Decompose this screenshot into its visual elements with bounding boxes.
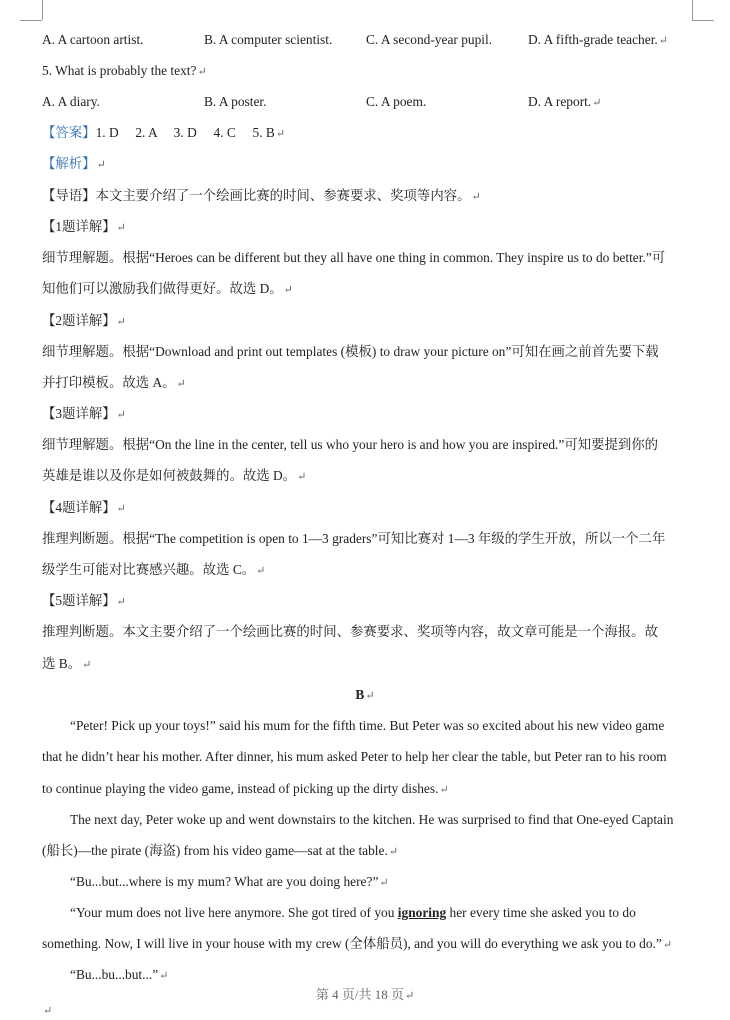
detail-1-line-2: 知他们可以激励我们做得更好。故选 D。↵ [42,281,293,296]
detail-5-title: 【5题详解】↵ [42,593,126,608]
crop-mark-right [692,0,693,20]
option-q4-b: B. A computer scientist. [204,32,333,47]
question-5: 5. What is probably the text?↵ [42,63,207,78]
detail-2-line-2: 并打印模板。故选 A。↵ [42,375,186,390]
detail-1-line-1: 细节理解题。根据“Heroes can be different but they all have one thing in common. They inspire us to do better.”可 [42,250,666,265]
detail-1-title: 【1题详解】↵ [42,219,126,234]
option-q5-a: A. A diary. [42,94,100,109]
passage-line-7: “Your mum does not live here anymore. She got tired of you ignoring her every time she asked you to do [70,905,636,920]
option-q5-d: D. A report.↵ [528,94,602,109]
option-q4-c: C. A second-year pupil. [366,32,493,47]
answer-line: 【答案】1. D 2. A 3. D 4. C 5. B↵ [42,125,286,140]
guide-line: 【导语】本文主要介绍了一个绘画比赛的时间、参赛要求、奖项等内容。↵ [42,188,481,203]
trailing-mark: ↵ [43,1005,53,1017]
detail-4-line-2: 级学生可能对比赛感兴趣。故选 C。↵ [42,562,266,577]
section-title: B↵ [355,687,375,702]
detail-2-title: 【2题详解】↵ [42,313,126,328]
detail-3-line-1: 细节理解题。根据“On the line in the center, tell us who your hero is and how you are inspired.”可知要提到你的 [42,437,659,452]
underlined-word: ignoring [397,905,447,920]
answer-label: 【答案】 [42,125,96,140]
option-q5-b: B. A poster. [204,94,267,109]
detail-3-line-2: 英雄是谁以及你是如何被鼓舞的。故选 D。↵ [42,468,307,483]
crop-mark-right-h [692,20,714,21]
passage-line-8: something. Now, I will live in your house with my crew (全体船员), and you will do everything we ask you to do.”↵ [42,936,673,951]
passage-line-4: The next day, Peter woke up and went downstairs to the kitchen. He was surprised to find that One-eyed Captain [70,812,674,827]
detail-5-line-2: 选 B。↵ [42,656,92,671]
passage-line-5: (船长)—the pirate (海盗) from his video game—sat at the table.↵ [42,843,399,858]
passage-line-3: to continue playing the video game, instead of picking up the dirty dishes.↵ [42,781,449,796]
passage-line-1: “Peter! Pick up your toys!” said his mum for the fifth time. But Peter was so excited about his new video game [70,718,665,733]
option-q4-d: D. A fifth-grade teacher.↵ [528,32,668,47]
detail-5-line-1: 推理判断题。本文主要介绍了一个绘画比赛的时间、参赛要求、奖项等内容，故文章可能是一个海报。故 [42,624,658,639]
passage-line-9: “Bu...bu...but...”↵ [70,967,169,982]
detail-4-title: 【4题详解】↵ [42,500,126,515]
page-footer: 第 4 页/共 18 页↵ [315,987,415,1002]
analysis-label: 【解析】↵ [42,156,106,171]
option-q5-c: C. A poem. [366,94,427,109]
passage-line-6: “Bu...but...where is my mum? What are you doing here?”↵ [70,874,389,889]
detail-3-title: 【3题详解】↵ [42,406,126,421]
option-q4-a: A. A cartoon artist. [42,32,144,47]
crop-mark-left [42,0,43,20]
passage-line-2: that he didn’t hear his mother. After dinner, his mum asked Peter to help her clear the table, but Peter ran to his room [42,749,667,764]
crop-mark-left-h [20,20,42,21]
answer-text: 1. D 2. A 3. D 4. C 5. B [95,125,275,140]
detail-2-line-1: 细节理解题。根据“Download and print out templates (模板) to draw your picture on”可知在画之前首先要下载 [42,344,659,359]
detail-4-line-1: 推理判断题。根据“The competition is open to 1—3 graders”可知比赛对 1—3 年级的学生开放，所以一个二年 [42,531,666,546]
